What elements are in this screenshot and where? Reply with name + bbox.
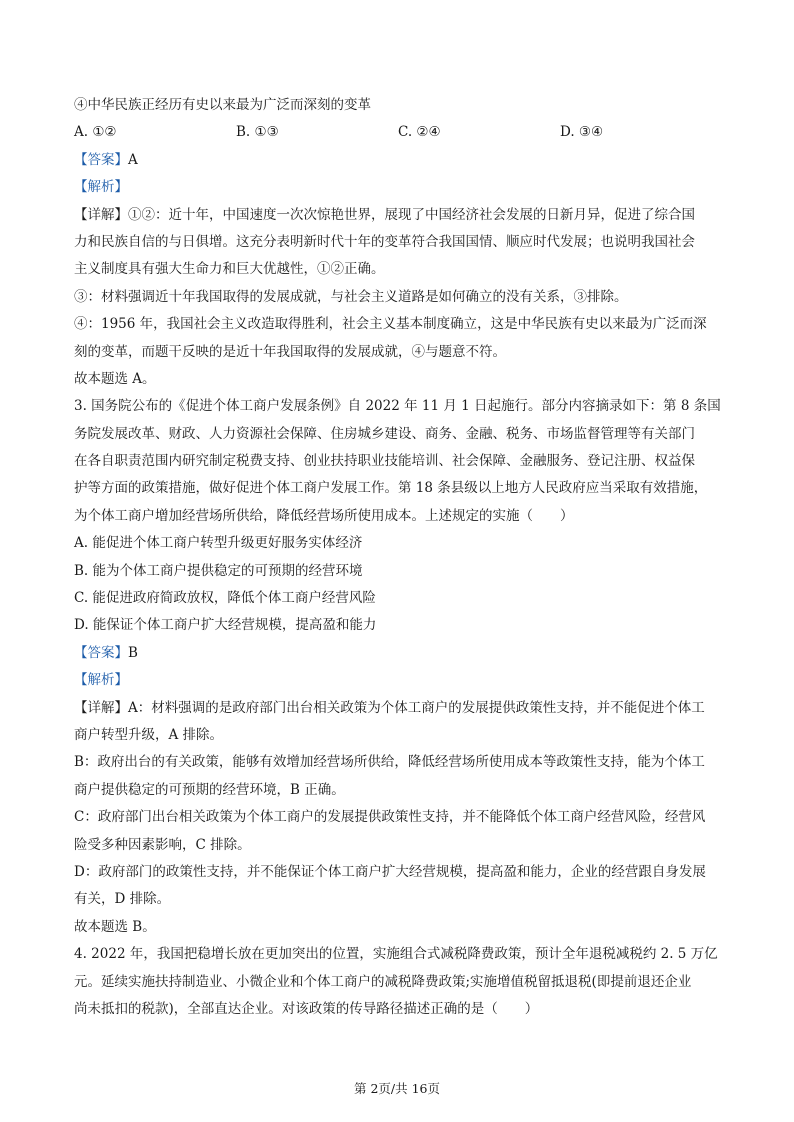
q3-detail-line: C：政府部门出台相关政策为个体工商户的发展提供政策性支持，并不能降低个体工商户经营风险，经营风 — [74, 809, 706, 826]
page-content — [74, 92, 722, 1023]
q2-option-b: B. ①③ — [236, 124, 279, 141]
q3-conclusion: 故本题选 B。 — [74, 918, 156, 935]
q3-option-b: B. 能为个体工商户提供稳定的可预期的经营环境 — [74, 562, 363, 579]
q2-option-a: A. ①② — [74, 124, 117, 141]
analysis-tag: 【解析】 — [74, 672, 128, 689]
q3-analysis — [74, 667, 722, 694]
analysis-tag: 【解析】 — [74, 179, 128, 196]
q2-option-d: D. ③④ — [560, 124, 604, 141]
q3-answer — [74, 640, 722, 667]
q2-option-c: C. ②④ — [398, 124, 441, 141]
q2-detail-line: 力和民族自信的与日俱增。这充分表明新时代十年的变革符合我国国情、顺应时代发展；也说明我国社会 — [74, 233, 695, 250]
q3-detail-line: B：政府出台的有关政策，能够有效增加经营场所供给，降低经营场所使用成本等政策性支持，能为个体工 — [74, 754, 705, 771]
q3-stem-line: 务院发展改革、财政、人力资源社会保障、住房城乡建设、商务、金融、税务、市场监督管理等有关部门 — [74, 425, 695, 442]
q4-stem-line: 元。延续实施扶持制造业、小微企业和个体工商户的减税降费政策;实施增值税留抵退税(即提前退还企业 — [74, 973, 692, 990]
q3-option-d: D. 能保证个体工商户扩大经营规模，提高盈和能力 — [74, 617, 377, 634]
detail-text: A：材料强调的是政府部门出台相关政策为个体工商户的发展提供政策性支持，并不能促进个体工 — [128, 699, 705, 716]
q3-option-c: C. 能促进政府简政放权，降低个体工商户经营风险 — [74, 590, 376, 607]
q2-detail-line — [74, 202, 722, 229]
q3-detail-line: 商户提供稳定的可预期的经营环境，B 正确。 — [74, 781, 345, 798]
q3-stem-line: 在各自职责范围内研究制定税费支持、创业扶持职业技能培训、社会保障、金融服务、登记注册、权益保 — [74, 453, 695, 470]
q2-detail-line: ④：1956 年，我国社会主义改造取得胜利，社会主义基本制度确立，这是中华民族有史以来最为广泛而深 — [74, 316, 707, 333]
answer-tag: 【答案】 — [74, 151, 128, 168]
q3-stem-line: 3. 国务院公布的《促进个体工商户发展条例》自 2022 年 11 月 1 日起施行。部分内容摘录如下：第 8 条国 — [74, 398, 721, 415]
q2-analysis — [74, 174, 722, 201]
q3-detail-line — [74, 695, 722, 722]
q3-stem-line: 为个体工商户增加经营场所供给，降低经营场所使用成本。上述规定的实施（ ） — [74, 507, 574, 524]
q4-stem-line: 尚未抵扣的税款)，全部直达企业。对该政策的传导路径描述正确的是（ ） — [74, 1000, 539, 1017]
q3-option-a: A. 能促进个体工商户转型升级更好服务实体经济 — [74, 535, 363, 552]
q3-detail-line: 险受多种因素影响，C 排除。 — [74, 836, 251, 853]
q2-detail-line: 刻的变革，而题干反映的是近十年我国取得的发展成就，④与题意不符。 — [74, 343, 506, 360]
q2-answer — [74, 147, 722, 174]
q2-conclusion: 故本题选 A。 — [74, 370, 156, 387]
q3-stem-line: 护等方面的政策措施，做好促进个体工商户发展工作。第 18 条县级以上地方人民政府应当采取有效措施， — [74, 480, 708, 497]
q4-stem-line: 4. 2022 年，我国把稳增长放在更加突出的位置，实施组合式减税降费政策，预计全年退税减税约 2. 5 万亿 — [74, 946, 718, 963]
detail-tag: 【详解】 — [74, 206, 128, 223]
q2-options — [74, 119, 722, 146]
answer-value: B — [128, 644, 138, 661]
detail-text: ①②：近十年，中国速度一次次惊艳世界，展现了中国经济社会发展的日新月异，促进了综合国 — [128, 206, 695, 223]
answer-value: A — [128, 151, 138, 168]
q2-statement-4: ④中华民族正经历有史以来最为广泛而深刻的变革 — [74, 97, 371, 113]
q3-detail-line: 商户转型升级，A 排除。 — [74, 726, 224, 743]
q2-detail-line: ③：材料强调近十年我国取得的发展成就，与社会主义道路是如何确立的没有关系，③排除。 — [74, 288, 628, 305]
detail-tag: 【详解】 — [74, 699, 128, 716]
q2-detail-line: 主义制度具有强大生命力和巨大优越性，①②正确。 — [74, 261, 385, 278]
q3-detail-line: 有关，D 排除。 — [74, 891, 171, 908]
q3-detail-line: D：政府部门的政策性支持，并不能保证个体工商户扩大经营规模，提高盈和能力，企业的经营跟自身发展 — [74, 863, 706, 880]
page-footer: 第 2页/共 16页 — [353, 1081, 441, 1096]
answer-tag: 【答案】 — [74, 644, 128, 661]
